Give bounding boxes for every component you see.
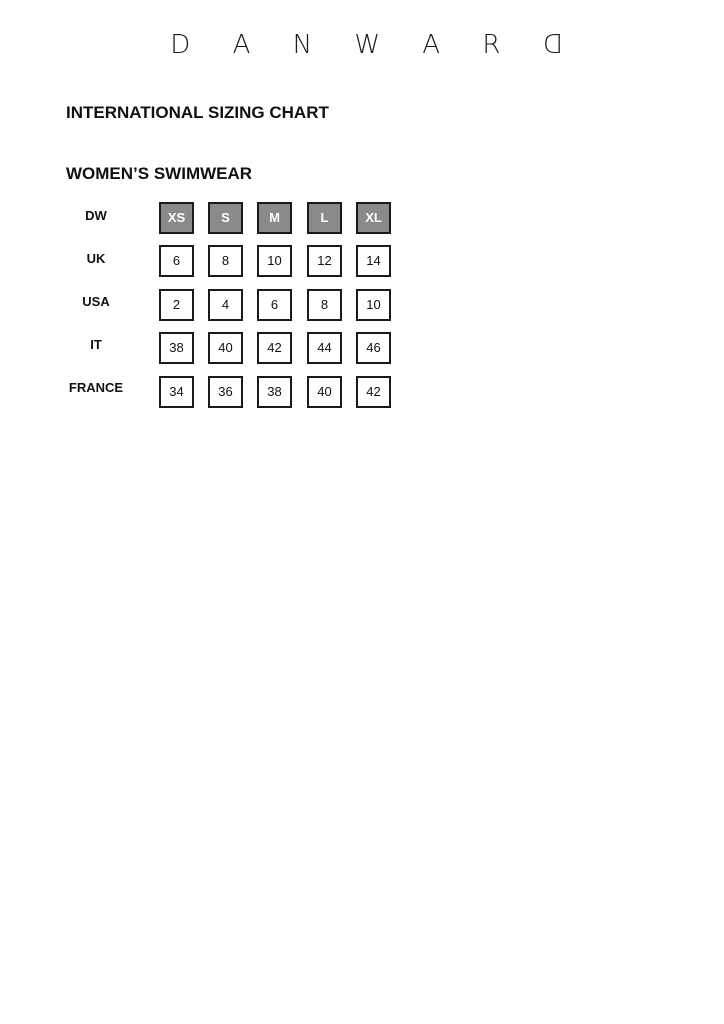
size-cell: 8 <box>208 245 243 277</box>
size-cell: M <box>257 202 292 234</box>
size-cell: 44 <box>307 332 342 364</box>
size-cell: 42 <box>356 376 391 408</box>
brand-logo <box>0 30 724 60</box>
size-cell: 10 <box>257 245 292 277</box>
size-row-france <box>66 374 406 408</box>
size-cell: XL <box>356 202 391 234</box>
row-label: FRANCE <box>68 380 124 395</box>
size-cell: 40 <box>208 332 243 364</box>
size-row-uk <box>66 243 406 277</box>
size-cell: 4 <box>208 289 243 321</box>
row-label: USA <box>82 294 110 309</box>
section-title: WOMEN’S SWIMWEAR <box>66 164 253 183</box>
size-cell: 42 <box>257 332 292 364</box>
size-cell: 12 <box>307 245 342 277</box>
size-cell: 40 <box>307 376 342 408</box>
size-cell: XS <box>159 202 194 234</box>
size-cell: 6 <box>257 289 292 321</box>
size-row-dw <box>66 200 406 234</box>
size-cell: 14 <box>356 245 391 277</box>
size-row-usa <box>66 287 406 321</box>
size-cell: 38 <box>159 332 194 364</box>
size-cell: 38 <box>257 376 292 408</box>
size-cell: 36 <box>208 376 243 408</box>
row-label: DW <box>85 208 107 223</box>
brand-logo-text: D A N W A R <box>170 30 518 60</box>
size-cell: 34 <box>159 376 194 408</box>
size-cell: 6 <box>159 245 194 277</box>
size-cell: L <box>307 202 342 234</box>
size-cell: 46 <box>356 332 391 364</box>
size-cell: 10 <box>356 289 391 321</box>
size-row-it <box>66 330 406 364</box>
row-label: IT <box>90 337 102 352</box>
size-cell: 8 <box>307 289 342 321</box>
size-cell: S <box>208 202 243 234</box>
size-cell: 2 <box>159 289 194 321</box>
page-title: INTERNATIONAL SIZING CHART <box>66 103 329 122</box>
row-label: UK <box>86 251 106 266</box>
brand-logo-mirrored-letter: D <box>542 30 563 60</box>
